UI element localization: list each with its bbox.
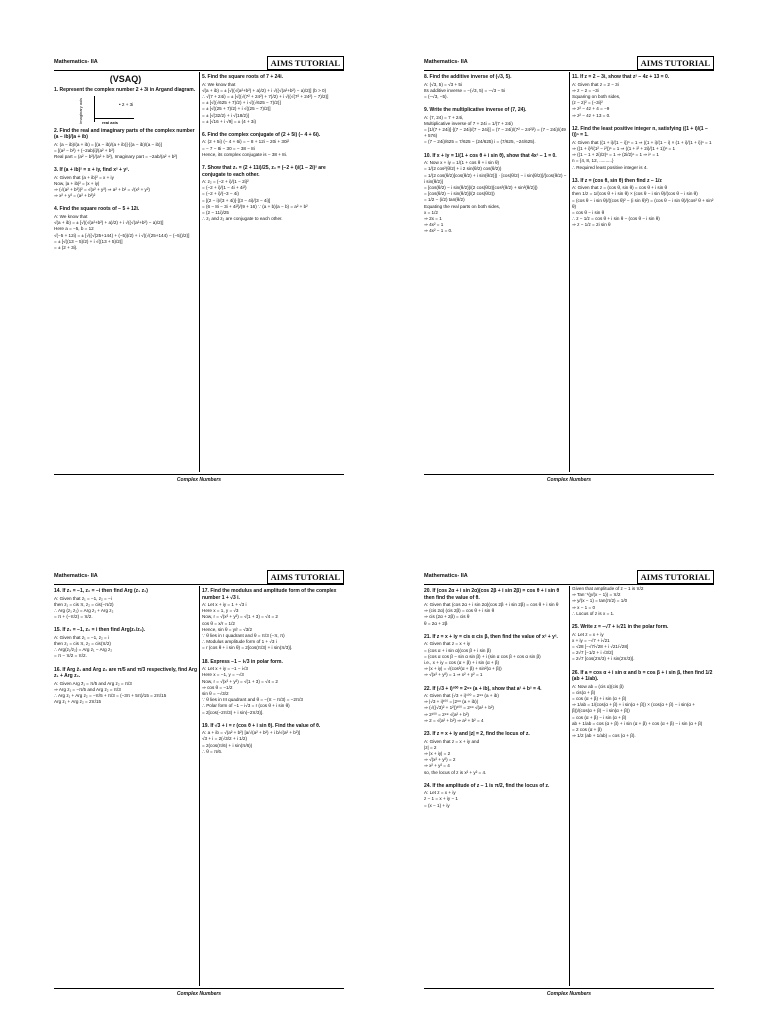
- question: 19. If √3 + i = r (cos θ + i sin θ). Find the value of θ.: [202, 722, 321, 729]
- spacer: [424, 724, 567, 729]
- page-footer: Complex Numbers: [424, 474, 714, 483]
- answer-line: A: We know that: [54, 213, 88, 219]
- question-block: [54, 128, 197, 257]
- page-header: [54, 570, 344, 585]
- answer-line: ∴ √(7 + 24i) = ± [√((√(7² + 24²) + 7)/2) + i √((√(7² + 24²) − 7)/2)]: [202, 93, 329, 99]
- answer-line: = 2(cos(π/6) + i sin(π/6)): [202, 742, 253, 748]
- argand-diagram: [74, 96, 197, 126]
- answer-line: = 1/(2 cos(θ/2)[cos(θ/2) + i sin(θ/2)]) · [cos(θ/2) − i sin(θ/2)]/[cos(θ/2) − i sin(θ/2)]: [424, 172, 567, 184]
- answer-line: A: Given that z = (cos θ, sin θ) = cos θ + i sin θ: [572, 185, 668, 191]
- spacer: [54, 660, 197, 665]
- answer-line: A: Given that z = x + iy and: [424, 738, 480, 744]
- answer-line: z − 1 = x + iy − 1: [424, 796, 458, 802]
- answer-line: A: Given that z = x + iy: [424, 641, 471, 647]
- answer-line: = cos (α + β) + i sin (α + β): [572, 695, 627, 701]
- point-label: • 2 + 3i: [119, 101, 134, 107]
- question: 20. If (cos 2α + i sin 2α)(cos 2β + i sin 2β) = cos θ + i sin θ then find the value of θ.: [424, 588, 560, 601]
- answer-line: Now, r = √(x² + y²) = √(1 + 3) = √4 = 2: [202, 614, 278, 620]
- answer-line: A: Let x + iy = 1 + √3 i: [202, 602, 247, 607]
- right-column: [572, 586, 714, 986]
- answer-line: ∵ θ lies in I quadrant and θ = π/3 (−π, π): [202, 633, 285, 639]
- question: 25. Write z = −√7 + i√21 in the polar form.: [572, 624, 669, 631]
- left-column: [54, 72, 197, 472]
- question: 26. If a = cos α + i sin α and b = cos β + i sin β, then find 1/2 (ab + 1/ab).: [572, 669, 713, 683]
- answer-line: = π − π/2 = π/2.: [54, 653, 87, 659]
- page-header: [54, 56, 344, 71]
- spacer: [572, 739, 714, 744]
- answer-line: = cos (α + β) − i sin (α + β): [572, 714, 627, 720]
- spacer: [572, 229, 714, 234]
- column-divider: [199, 72, 200, 472]
- spacer: [54, 251, 197, 256]
- answer-line: = [cos(θ/2) − i sin(θ/2)]/(2 cos(θ/2)): [424, 191, 495, 197]
- right-column: [572, 72, 714, 472]
- spacer: [202, 716, 344, 721]
- horizontal-axis: [94, 118, 134, 119]
- answer-line: = [1/(7 + 24i)]·[(7 − 24i)/(7 − 24i)] = (7 − 24i)/(7² − 24²i²) = (7 − 24i)/(49 + 576): [424, 127, 566, 139]
- answer-line: ⇒ ((1 − 1 + 2i)/2)ⁿ = 1 ⇒ (2i/2)ⁿ = 1 ⇒ iⁿ = 1: [572, 152, 659, 158]
- answer-line: = 1/(2 cos²(θ/2) + i 2 sin(θ/2) cos(θ/2)): [424, 166, 502, 172]
- question: 22. If (√3 + i)¹⁰⁰ = 2⁹⁹ (a + ib), show that a² + b² = 4.: [424, 685, 542, 692]
- answer-line: ⇒ 4x² − 1 = 0.: [424, 228, 453, 234]
- answer-line: Squaring on both sides,: [572, 93, 621, 99]
- answer-line: ⇒ √(x² + y²) = 1 ⇒ x² + y² = 1: [424, 672, 483, 678]
- question: 21. If z = x + iy = cis α cis β, then find the value of x² + y².: [424, 633, 558, 640]
- answer-line: ∴ z − 1/z = cos θ + i sin θ − (cos θ − i sin θ): [572, 216, 660, 222]
- spacer: [572, 663, 714, 668]
- spacer: [572, 119, 714, 124]
- answer-line: √(a + ib) = ± [√((√(a²+b²) + a)/2) + i √((√(a²+b²) − a)/2)] (b > 0): [202, 87, 327, 93]
- spacer: [54, 620, 197, 625]
- page-footer: Complex Numbers: [54, 474, 344, 483]
- answer-line: ⇒ Arg z₁ = −π/5 and Arg z₂ = π/3: [54, 686, 121, 692]
- answer-line: ⇒ |x + iy| = √(cos²(α + β) + sin²(α + β)): [424, 666, 502, 672]
- answer-line: = ± (2 + 3i).: [54, 244, 78, 250]
- answer-line: ⇒ ((1 + i)²/(1² − i²))ⁿ = 1 ⇒ ((1 + i² + 2i)/(1 + 1))ⁿ = 1: [572, 145, 676, 151]
- answer-line: = ± [√16 + i √9] = ± (4 + 3i): [202, 118, 257, 124]
- answer-line: ∴ Required least positive integer is 4.: [572, 164, 648, 170]
- spacer: [424, 146, 567, 151]
- answer-line: = (cos α + i sin α)(cos β + i sin β): [424, 647, 491, 653]
- answer-line: Here x = −1, y = −√3: [202, 672, 244, 678]
- spacer: [572, 171, 714, 176]
- answer-line: √(a + ib) = ± [√((√(a²+b²) + a)/2) + i √((√(a²+b²) − a)/2)]: [54, 220, 164, 226]
- answer-line: |z| = 2: [424, 744, 437, 750]
- question: 4. Find the square roots of − 5 + 12i.: [54, 206, 140, 213]
- answer-line: A: Given that (a + ib)² = x + iy: [54, 174, 114, 180]
- answer-line: Multiplicative inverse of 7 + 24i = 1/(7 + 24i): [424, 120, 513, 126]
- answer-line: n = {4, 8, 12, ..........}: [572, 158, 614, 164]
- answer-line: ∴ Arg (z₁ z₂) = Arg z₁ + Arg z₂: [54, 607, 114, 613]
- answer-line: A: Given that z = 2 − 3i: [572, 81, 619, 87]
- answer-line: = √28 [−√7/√28 + i √21/√28]: [572, 643, 629, 649]
- answer-line: = ± [√((25 + 7)/2) + i √((25 − 7)/2)]: [202, 106, 271, 112]
- right-column: [202, 586, 344, 986]
- answer-line: = π + (−π/2) = π/2.: [54, 614, 93, 620]
- question: 24. If the amplitude of z − 1 is π/2, find the locus of z.: [424, 782, 550, 789]
- question: 16. If Arg z̄₁ and Arg z₂ are π/5 and π/3 respectively, find Arg z₁ + Arg z₂.: [54, 666, 197, 680]
- question: 23. If z = x + iy and |z| = 2, find the locus of z.: [424, 731, 530, 738]
- answer-line: = ± [√(32/2) + i √(18/2)]: [202, 112, 249, 118]
- spacer: [54, 199, 197, 204]
- page-header: [424, 56, 714, 71]
- answer-line: Here x = 1, y = √3: [202, 608, 239, 614]
- question: 1. Represent the complex number 2 + 3i in Argand diagram.: [54, 87, 196, 93]
- answer-line: ⇒ x − 1 = 0: [572, 604, 596, 610]
- subject-label: Mathematics- IIA: [54, 59, 98, 65]
- spacer: [54, 705, 197, 710]
- page-1: [54, 56, 344, 496]
- answer-line: A: Let x + iy = −1 − i√3: [202, 666, 248, 672]
- answer-line: cos θ = x/r = 1/2: [202, 620, 235, 626]
- question: 3. If (a + ib)² = x + iy, find x² + y².: [54, 167, 130, 174]
- answer-line: A: Now ab = (cis α)(cis β): [572, 683, 624, 689]
- question: 14. If z₁ = −1, z₂ = −i then find Arg (z₁ z₂): [54, 588, 148, 594]
- page-3: [54, 570, 344, 1010]
- answer-line: = (6 − 8i − 3i + 4i²)/(9 + 16) ∵ (a + b)(a − b) = a² + b²: [202, 203, 308, 209]
- column-divider: [569, 72, 570, 472]
- question: 7. Show that z₁ = (2 + 11i)/25, z₂ = (−2 + i)/(1 − 2i)² are conjugate to each other.: [202, 165, 326, 178]
- answer-line: = cos θ − i sin θ: [572, 210, 605, 216]
- answer-line: ∴ Arg z₁ + Arg z₂ = −π/5 + π/3 = (−3π + 5π)/15 = 2π/15: [54, 693, 167, 699]
- answer-line: ⇒ |√3 + i|¹⁰⁰ = |2⁹⁹ (a + ib)|: [424, 699, 478, 705]
- question: 15. If z₁ = −1, z₂ = i then find Arg(z₁/z₂).: [54, 627, 146, 634]
- answer-line: Now, |a + ib|² = |x + iy|: [54, 180, 100, 186]
- answer-line: = r (cos θ + i sin θ) = 2[cos(π/3) + i sin(π/3)].: [202, 645, 293, 651]
- answer-line: = 1/2 − (i/2) tan(θ/2): [424, 197, 465, 203]
- answer-line: A: Given that (√3 + i)¹⁰⁰ = 2⁹⁹ (a + ib): [424, 693, 499, 699]
- spacer: [54, 160, 197, 165]
- answer-line: Now, r = √(x² + y²) = √(1 + 3) = √4 = 2: [202, 678, 278, 684]
- answer-line: = [(a² − b²) + (−2ab)i]/(a² + b²): [54, 147, 115, 153]
- answer-line: Its additive inverse = −(√3, 5) = −√3 − 5i: [424, 87, 506, 93]
- answer-line: = (cos θ − i sin θ)/((cos θ)² − (i sin θ)²) = (cos θ − i sin θ)/(cos² θ + sin² θ): [572, 197, 714, 209]
- answer-line: ⇒ cis (2α + 2β) = cis θ: [424, 614, 470, 620]
- answer-line: = (cos α cos β − sin α sin β) + i (sin α cos β + cos α sin β): [424, 653, 541, 659]
- answer-line: ⇒ z − 2 = −3i: [572, 87, 599, 93]
- answer-line: ⇒ z² − 4z + 13 = 0.: [572, 112, 611, 118]
- answer-line: = − 7 − 8i − 30 = − 38 − 8i: [202, 145, 255, 151]
- answer-line: ⇒ 1/2 (ab + 1/ab) = cos (α + β).: [572, 733, 636, 739]
- answer-line: ⇒ cos θ = −1/2: [202, 684, 233, 690]
- answer-line: = (−√3, −5).: [424, 93, 448, 99]
- page-footer: Complex Numbers: [424, 988, 714, 997]
- answer-line: = (7 − 24i)/625 = 7/625 − (24/625) i = (7/625, −24/625).: [424, 139, 536, 145]
- brand-label: AIMS TUTORIAL: [267, 56, 344, 70]
- answer-line: ⇒ √(x² + y²) = 2: [424, 757, 456, 763]
- answer-line: ⇒ (cis 2α) (cis 2β) = cos θ + i sin θ: [424, 608, 495, 614]
- brand-label: AIMS TUTORIAL: [637, 56, 714, 70]
- answer-line: x = 1/2: [424, 209, 438, 215]
- answer-line: = (2 − 11i)/25: [202, 210, 229, 216]
- answer-line: ⇒ 2¹⁰⁰ = 2⁹⁹ √(a² + b²): [424, 711, 469, 717]
- spacer: [202, 158, 344, 163]
- spacer: [424, 776, 567, 781]
- spacer: [424, 809, 567, 814]
- answer-line: Hence, its complex conjugate is − 38 + 8i.: [202, 151, 288, 157]
- answer-line: (z − 2)² = (−3i)²: [572, 100, 603, 106]
- answer-line: ⇒ x² + y² = 4: [424, 763, 450, 769]
- answer-line: A: (2 + 5i) (− 4 + 6i) = − 8 + 12i − 20i + 30i²: [202, 139, 290, 145]
- spacer: [424, 627, 567, 632]
- answer-line: A: Given that z₁ = −1, z₂ = −i: [54, 595, 112, 601]
- page-4: [424, 570, 714, 1010]
- question: 13. If z = (cos θ, sin θ) then find z − 1/z: [572, 177, 662, 184]
- answer-line: x + iy = −√7 + i√21: [572, 637, 610, 643]
- imaginary-axis-label: imaginary axis: [78, 97, 83, 124]
- answer-line: = ± [√((√625 + 7)/2) + i √((√625 − 7)/2)]: [202, 100, 281, 106]
- question: 17. Find the modulus and amplitude form of the complex number 1 + √3 i.: [202, 588, 337, 601]
- question: 5. Find the square roots of 7 + 24i.: [202, 74, 283, 80]
- spacer: [202, 125, 344, 130]
- answer-line: ⇒ 2x = 1: [424, 215, 442, 221]
- answer-line: = (x − 1) + iy: [424, 802, 450, 808]
- answer-line: = 2√7 [−1/2 + i √3/2]: [572, 650, 613, 656]
- answer-line: ⇒ x² + y² = (a² + b²)²: [54, 193, 96, 199]
- answer-line: ⇒ z² − 4z + 4 = −9: [572, 106, 610, 112]
- question: 11. If z = 2 − 3i, show that z² − 4z + 13 = 0.: [572, 74, 670, 80]
- answer-line: sin θ = −√3/2: [202, 690, 229, 696]
- answer-line: ∵ θ lies in III quadrant and θ = −(π − π/3) = −2π/3: [202, 697, 303, 703]
- spacer: [202, 652, 344, 657]
- brand-label: AIMS TUTORIAL: [267, 570, 344, 584]
- left-column: [424, 72, 567, 472]
- answer-line: ∴ z₁ and z₂ are conjugate to each other.: [202, 216, 283, 222]
- column-divider: [199, 586, 200, 986]
- section-heading: (VSAQ): [109, 74, 142, 84]
- answer-line: Hence, sin θ = y/r = √3/2: [202, 626, 253, 632]
- left-column: [54, 586, 197, 986]
- page-header: [424, 570, 714, 585]
- answer-line: A: Given that ((1 + i)/(1 − i))ⁿ = 1 ⇒ ((1 + i)/(1 − i) × (1 + i)/(1 + i))ⁿ = 1: [572, 139, 712, 145]
- spacer: [424, 100, 567, 105]
- subject-label: Mathematics- IIA: [424, 59, 468, 65]
- answer-line: A: (7, 24) = 7 + 24i,: [424, 114, 464, 120]
- left-column: [424, 586, 567, 986]
- answer-line: √(−5 + 12i) = ± [√((√(25+144) + (−5))/2) + i √((√(25+144) − (−5))/2)]: [54, 232, 190, 238]
- answer-line: so, the locus of z is x² + y² = 4.: [424, 769, 487, 775]
- answer-line: = cis(α + β): [572, 689, 596, 695]
- answer-line: ∴ Polar form of −1 − i√3 = r (cos θ + i sin θ): [202, 703, 290, 709]
- answer-line: = 2[cos(−2π/3) + i sin(−2π/3)].: [202, 709, 264, 715]
- answer-line: ⇒ y/(x − 1) = tan(π/2) = 1/0: [572, 598, 628, 604]
- answer-line: = (−2 + i)/(1 − 4i + 4i²): [202, 185, 247, 191]
- answer-line: ⇒ 1/ab = 1/(cos(α + β) + i sin(α + β)) × (cos(α + β) − i sin(α + β))/(cos(α + β) − i sin(α + β)): [572, 702, 695, 714]
- answer-line: then z₁ = cis π, z₂ = cis(−π/2): [54, 601, 114, 607]
- subject-label: Mathematics- IIA: [424, 573, 468, 579]
- subject-label: Mathematics- IIA: [54, 573, 98, 579]
- page-2: [424, 56, 714, 496]
- column-divider: [569, 586, 570, 986]
- answer-line: = 2√7 [cos(2π/3) + i sin(2π/3)].: [572, 656, 635, 662]
- question: 8. Find the additive inverse of (√3, 5).: [424, 74, 512, 80]
- answer-line: = [(2 − i)/(3 + 4i)]·[(3 − 4i)/(3 − 4i)]: [202, 197, 271, 203]
- question: 18. Express −1 − i√3 in polar form.: [202, 658, 283, 665]
- answer-line: √3 + i = 2(√3/2 + i 1/2): [202, 736, 248, 742]
- answer-line: A: Given that z₁ = −1, z₂ = i: [54, 634, 110, 640]
- answer-line: then 1/z = 1/(cos θ + i sin θ) × (cos θ − i sin θ)/(cos θ − i sin θ): [572, 191, 698, 197]
- page-footer: Complex Numbers: [54, 988, 344, 997]
- answer-line: ⇒ 4x² = 1: [424, 222, 444, 228]
- answer-line: Real part = (a² − b²)/(a² + b²), Imaginary part = −2ab/(a² + b²): [54, 153, 178, 159]
- answer-line: ⇒ |x + iy| = 2: [424, 750, 451, 756]
- answer-line: ∴ Modulus amplitude form of 1 + √3 i: [202, 639, 277, 645]
- spacer: [202, 222, 344, 227]
- answer-line: θ = 2α + 2β: [424, 620, 448, 626]
- question: 12. Find the least positive integer n, satisfying ((1 + i)/(1 − i))ⁿ = 1.: [572, 125, 708, 139]
- answer-line: ∴ Arg(z₁/z₂) = Arg z₁ − Arg z₂: [54, 647, 113, 653]
- answer-line: ⇒ (√(a² + b²))² = √(x² + y²) ⇒ a² + b² = √(x² + y²): [54, 187, 150, 193]
- answer-line: i.e., x + iy = cos (α + β) + i sin (α + β): [424, 659, 500, 665]
- answer-line: ⇒ 2 = √(a² + b²) ⇒ a² + b² = 4: [424, 717, 484, 723]
- answer-line: A: (a − ib)/(a + ib) = [(a − ib)/(a + ib)]·[(a − ib)/(a − ib)]: [54, 141, 162, 147]
- question: 10. If x + iy = 1/(1 + cos θ + i sin θ), show that 4x² − 1 = 0.: [424, 152, 557, 159]
- question: 9. Write the multiplicative inverse of (7, 24).: [424, 107, 527, 114]
- spacer: [424, 679, 567, 684]
- real-axis-label: real axis: [102, 119, 119, 125]
- answer-line: A: (√3, 5) = √3 + 5i: [424, 81, 462, 87]
- answer-line: Here a = −5, b = 12: [54, 226, 94, 232]
- question: 6. Find the complex conjugate of (2 + 5i) (− 4 + 6i).: [202, 131, 321, 138]
- answer-line: A: Let z = x + iy: [424, 790, 456, 796]
- answer-line: A: Let z = x + iy: [572, 631, 604, 637]
- answer-line: = [cos(θ/2) − i sin(θ/2)]/(2 cos(θ/2)[cos²(θ/2) + sin²(θ/2)]): [424, 184, 538, 190]
- answer-line: ⇒ Tan⁻¹(y/(x − 1)) = π/2: [572, 592, 621, 598]
- answer-line: A: We know that: [202, 81, 236, 87]
- answer-line: then z₁ = cis π, z₂ = cis(π/2): [54, 641, 111, 647]
- answer-line: ∴ Locus of z is x = 1.: [572, 610, 615, 616]
- answer-line: Equating the real parts on both sides,: [424, 203, 501, 209]
- answer-line: A: z₂ = (−2 + i)/(1 − 2i)²: [202, 179, 249, 185]
- answer-line: = ± [√((13 − 5)/2) + i √((13 + 5)/2)]: [54, 238, 123, 244]
- spacer: [202, 755, 344, 760]
- answer-line: ab + 1/ab = cos (α + β) + i sin (α + β) + cos (α + β) − i sin (α + β): [572, 720, 703, 726]
- brand-label: AIMS TUTORIAL: [637, 570, 714, 584]
- question: 2. Find the real and imaginary parts of the complex number (a − ib)/(a + ib): [54, 127, 195, 140]
- answer-line: A: Given Arg z̄₁ = π/5 and Arg z₂ = π/3: [54, 680, 132, 686]
- answer-line: A: Given that (cos 2α + i sin 2α)(cos 2β + i sin 2β) = cos θ + i sin θ: [424, 602, 559, 607]
- answer-line: ⇒ (√((√3)² + 1²))¹⁰⁰ = 2⁹⁹ √(a² + b²): [424, 705, 494, 711]
- spacer: [424, 235, 567, 240]
- answer-line: Arg z₁ + Arg z₂ = 2π/15: [54, 699, 102, 705]
- answer-line: = 2 cos (α + β): [572, 726, 602, 732]
- right-column: [202, 72, 344, 472]
- answer-line: ∴ θ = π/6.: [202, 748, 223, 754]
- answer-line: Given that amplitude of z − 1 is π/2: [572, 586, 644, 591]
- answer-line: A: a + ib = √(a² + b²) [a/√(a² + b²) + i b/√(a² + b²)]: [202, 730, 301, 736]
- answer-line: = (−2 + i)/(−3 − 4i): [202, 191, 239, 197]
- answer-line: A: Now x + iy = 1/(1 + cos θ + i sin θ): [424, 160, 500, 166]
- spacer: [572, 617, 714, 622]
- answer-line: ⇒ z − 1/z = 2i sin θ: [572, 222, 611, 228]
